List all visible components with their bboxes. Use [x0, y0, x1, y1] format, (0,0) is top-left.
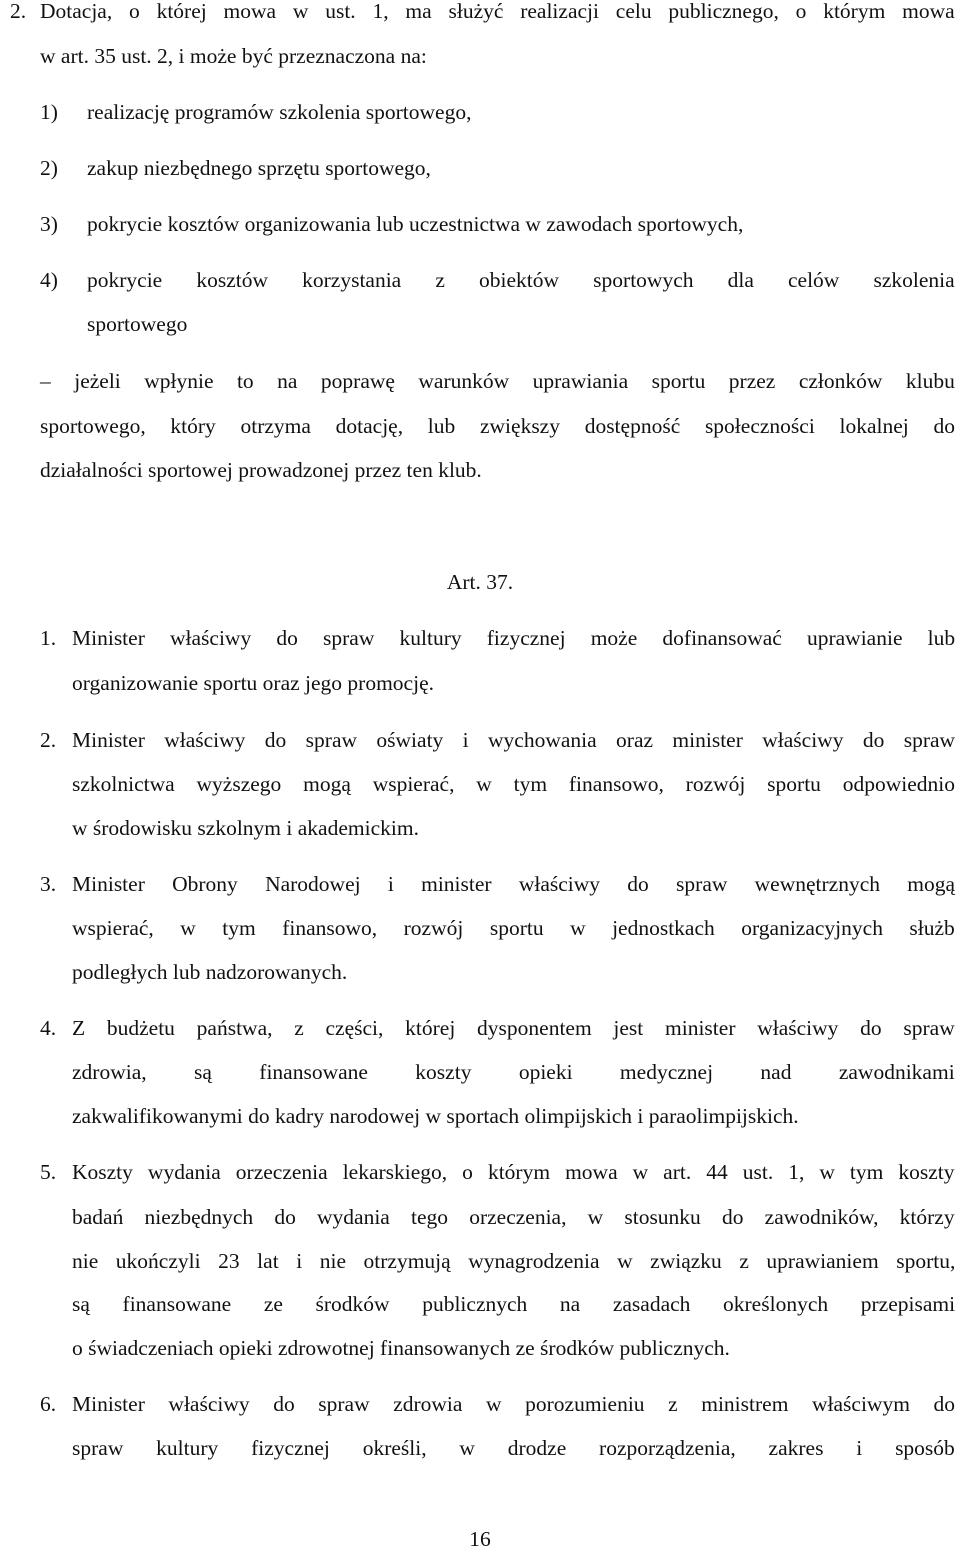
paragraph-number: 2.	[40, 728, 57, 752]
paragraph-line: wspierać, w tym finansowo, rozwój sportu w jednostkach organizacyjnych służb	[72, 916, 955, 940]
paragraph-line: Minister właściwy do spraw zdrowia w porozumieniu z ministrem właściwym do	[72, 1392, 955, 1416]
list-item-number: 3)	[40, 212, 58, 236]
paragraph-line: badań niezbędnych do wydania tego orzeczenia, w stosunku do zawodników, którzy	[72, 1205, 955, 1229]
list-item-number: 4)	[40, 268, 58, 292]
paragraph-line: szkolnictwa wyższego mogą wspierać, w tym finansowo, rozwój sportu odpowiednio	[72, 772, 956, 796]
paragraph-line: są finansowane ze środków publicznych na zasadach określonych przepisami	[72, 1292, 956, 1316]
paragraph-line: zakwalifikowanymi do kadry narodowej w sportach olimpijskich i paraolimpijskich.	[72, 1104, 799, 1128]
article-heading: Art. 37.	[446, 570, 514, 594]
paragraph-line: o świadczeniach opieki zdrowotnej finansowanych ze środków publicznych.	[72, 1336, 730, 1360]
paragraph-line: spraw kultury fizycznej określi, w drodze rozporządzenia, zakres i sposób	[72, 1436, 955, 1460]
closing-clause-line-3: działalności sportowej prowadzonej przez ten klub.	[40, 458, 482, 482]
list-item-text-continued: sportowego	[87, 312, 188, 336]
list-item-text: zakup niezbędnego sprzętu sportowego,	[87, 156, 431, 180]
paragraph-line: w środowisku szkolnym i akademickim.	[72, 816, 419, 840]
list-item-number: 2)	[40, 156, 58, 180]
paragraph-line: Minister właściwy do spraw oświaty i wychowania oraz minister właściwy do spraw	[72, 728, 956, 752]
list-item-text: pokrycie kosztów korzystania z obiektów sportowych dla celów szkolenia	[87, 268, 955, 292]
section-2-line-2: w art. 35 ust. 2, i może być przeznaczona na:	[40, 44, 427, 68]
paragraph-number: 6.	[40, 1392, 57, 1416]
paragraph-line: zdrowia, są finansowane koszty opieki medycznej nad zawodnikami	[72, 1060, 955, 1084]
paragraph-number: 3.	[40, 872, 57, 896]
paragraph-line: Koszty wydania orzeczenia lekarskiego, o którym mowa w art. 44 ust. 1, w tym koszty	[72, 1160, 955, 1184]
section-2-line-1: Dotacja, o której mowa w ust. 1, ma służyć realizacji celu publicznego, o którym mowa	[40, 0, 955, 23]
section-2-number: 2.	[10, 0, 27, 23]
list-item-text: pokrycie kosztów organizowania lub uczestnictwa w zawodach sportowych,	[87, 212, 744, 236]
list-item-text: realizację programów szkolenia sportowego,	[87, 100, 472, 124]
page-number: 16	[469, 1527, 491, 1551]
paragraph-line: organizowanie sportu oraz jego promocję.	[72, 671, 434, 695]
paragraph-line: Z budżetu państwa, z części, której dysponentem jest minister właściwy do spraw	[72, 1016, 955, 1040]
paragraph-line: podległych lub nadzorowanych.	[72, 960, 348, 984]
list-item-number: 1)	[40, 100, 58, 124]
paragraph-line: Minister Obrony Narodowej i minister właściwy do spraw wewnętrznych mogą	[72, 872, 956, 896]
closing-clause-line-2: sportowego, który otrzyma dotację, lub zwiększy dostępność społeczności lokalnej do	[40, 414, 955, 438]
paragraph-line: Minister właściwy do spraw kultury fizycznej może dofinansować uprawianie lub	[72, 626, 956, 650]
closing-clause-line-1: – jeżeli wpłynie to na poprawę warunków uprawiania sportu przez członków klubu	[40, 369, 955, 393]
paragraph-number: 5.	[40, 1160, 57, 1184]
paragraph-line: nie ukończyli 23 lat i nie otrzymują wynagrodzenia w związku z uprawianiem sportu,	[72, 1249, 956, 1273]
paragraph-number: 4.	[40, 1016, 57, 1040]
paragraph-number: 1.	[40, 626, 57, 650]
